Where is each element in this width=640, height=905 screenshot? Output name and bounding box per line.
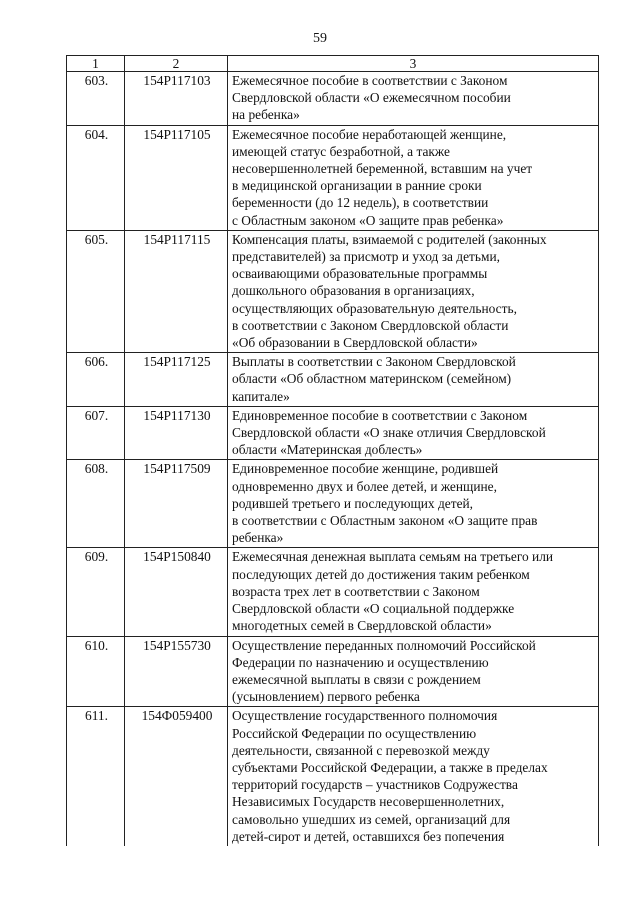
- row-code: 154Ф059400: [125, 707, 228, 846]
- row-code: 154Р117103: [125, 72, 228, 126]
- row-description: Осуществление переданных полномочий Российской Федерации по назначению и осуществлению ежемесячной выплаты в связи с рождением (усыновлением) первого ребенка: [228, 636, 599, 707]
- budget-code-table: [66, 55, 599, 846]
- column-header-2: 2: [125, 56, 228, 72]
- table-row: [67, 460, 599, 548]
- column-header-1: 1: [67, 56, 125, 72]
- table-row: [67, 353, 599, 407]
- table-row: [67, 230, 599, 352]
- row-description: Ежемесячное пособие в соответствии с Законом Свердловской области «О ежемесячном пособии на ребенка»: [228, 72, 599, 126]
- table-header-row: [67, 56, 599, 72]
- row-number: 611.: [67, 707, 125, 846]
- page-number: 59: [313, 31, 327, 46]
- table-row: [67, 636, 599, 707]
- table-row: [67, 125, 599, 230]
- row-code: 154Р117130: [125, 406, 228, 460]
- row-description: Осуществление государственного полномочия Российской Федерации по осуществлению деятельности, связанной с перевозкой между субъектами Российской Федерации, а также в пределах территорий государств – участников Содружества Независимых Государств несовершеннолетних, самовольно ушедших из семей, организаций для детей-сирот и детей, оставшихся без попечения: [228, 707, 599, 846]
- row-number: 605.: [67, 230, 125, 352]
- row-description: Ежемесячная денежная выплата семьям на третьего или последующих детей до достижения таким ребенком возраста трех лет в соответствии с Законом Свердловской области «О социальной поддержке многодетных семей в Свердловской области»: [228, 548, 599, 636]
- row-number: 606.: [67, 353, 125, 407]
- row-description: Единовременное пособие в соответствии с Законом Свердловской области «О знаке отличия Свердловской области «Материнская доблесть»: [228, 406, 599, 460]
- row-number: 603.: [67, 72, 125, 126]
- row-number: 608.: [67, 460, 125, 548]
- row-description: Выплаты в соответствии с Законом Свердловской области «Об областном материнском (семейном) капитале»: [228, 353, 599, 407]
- table-row: [67, 548, 599, 636]
- row-code: 154Р155730: [125, 636, 228, 707]
- row-code: 154Р117115: [125, 230, 228, 352]
- row-description: Компенсация платы, взимаемой с родителей (законных представителей) за присмотр и уход за детьми, осваивающими образовательные программы дошкольного образования в организациях, осуществляющих образовательную деятельность, в соответствии с Законом Свердловской области «Об образовании в Свердловской области»: [228, 230, 599, 352]
- table-row: [67, 406, 599, 460]
- row-code: 154Р150840: [125, 548, 228, 636]
- row-code: 154Р117509: [125, 460, 228, 548]
- row-description: Ежемесячное пособие неработающей женщине, имеющей статус безработной, а также несовершеннолетней беременной, вставшим на учет в медицинской организации в ранние сроки беременности (до 12 недель), в соответствии с Областным законом «О защите прав ребенка»: [228, 125, 599, 230]
- row-number: 607.: [67, 406, 125, 460]
- row-number: 610.: [67, 636, 125, 707]
- row-number: 609.: [67, 548, 125, 636]
- row-code: 154Р117105: [125, 125, 228, 230]
- row-description: Единовременное пособие женщине, родившей одновременно двух и более детей, и женщине, родившей третьего и последующих детей, в соответствии с Областным законом «О защите прав ребенка»: [228, 460, 599, 548]
- row-number: 604.: [67, 125, 125, 230]
- table-row: [67, 707, 599, 846]
- column-header-3: 3: [228, 56, 599, 72]
- row-code: 154Р117125: [125, 353, 228, 407]
- table-row: [67, 72, 599, 126]
